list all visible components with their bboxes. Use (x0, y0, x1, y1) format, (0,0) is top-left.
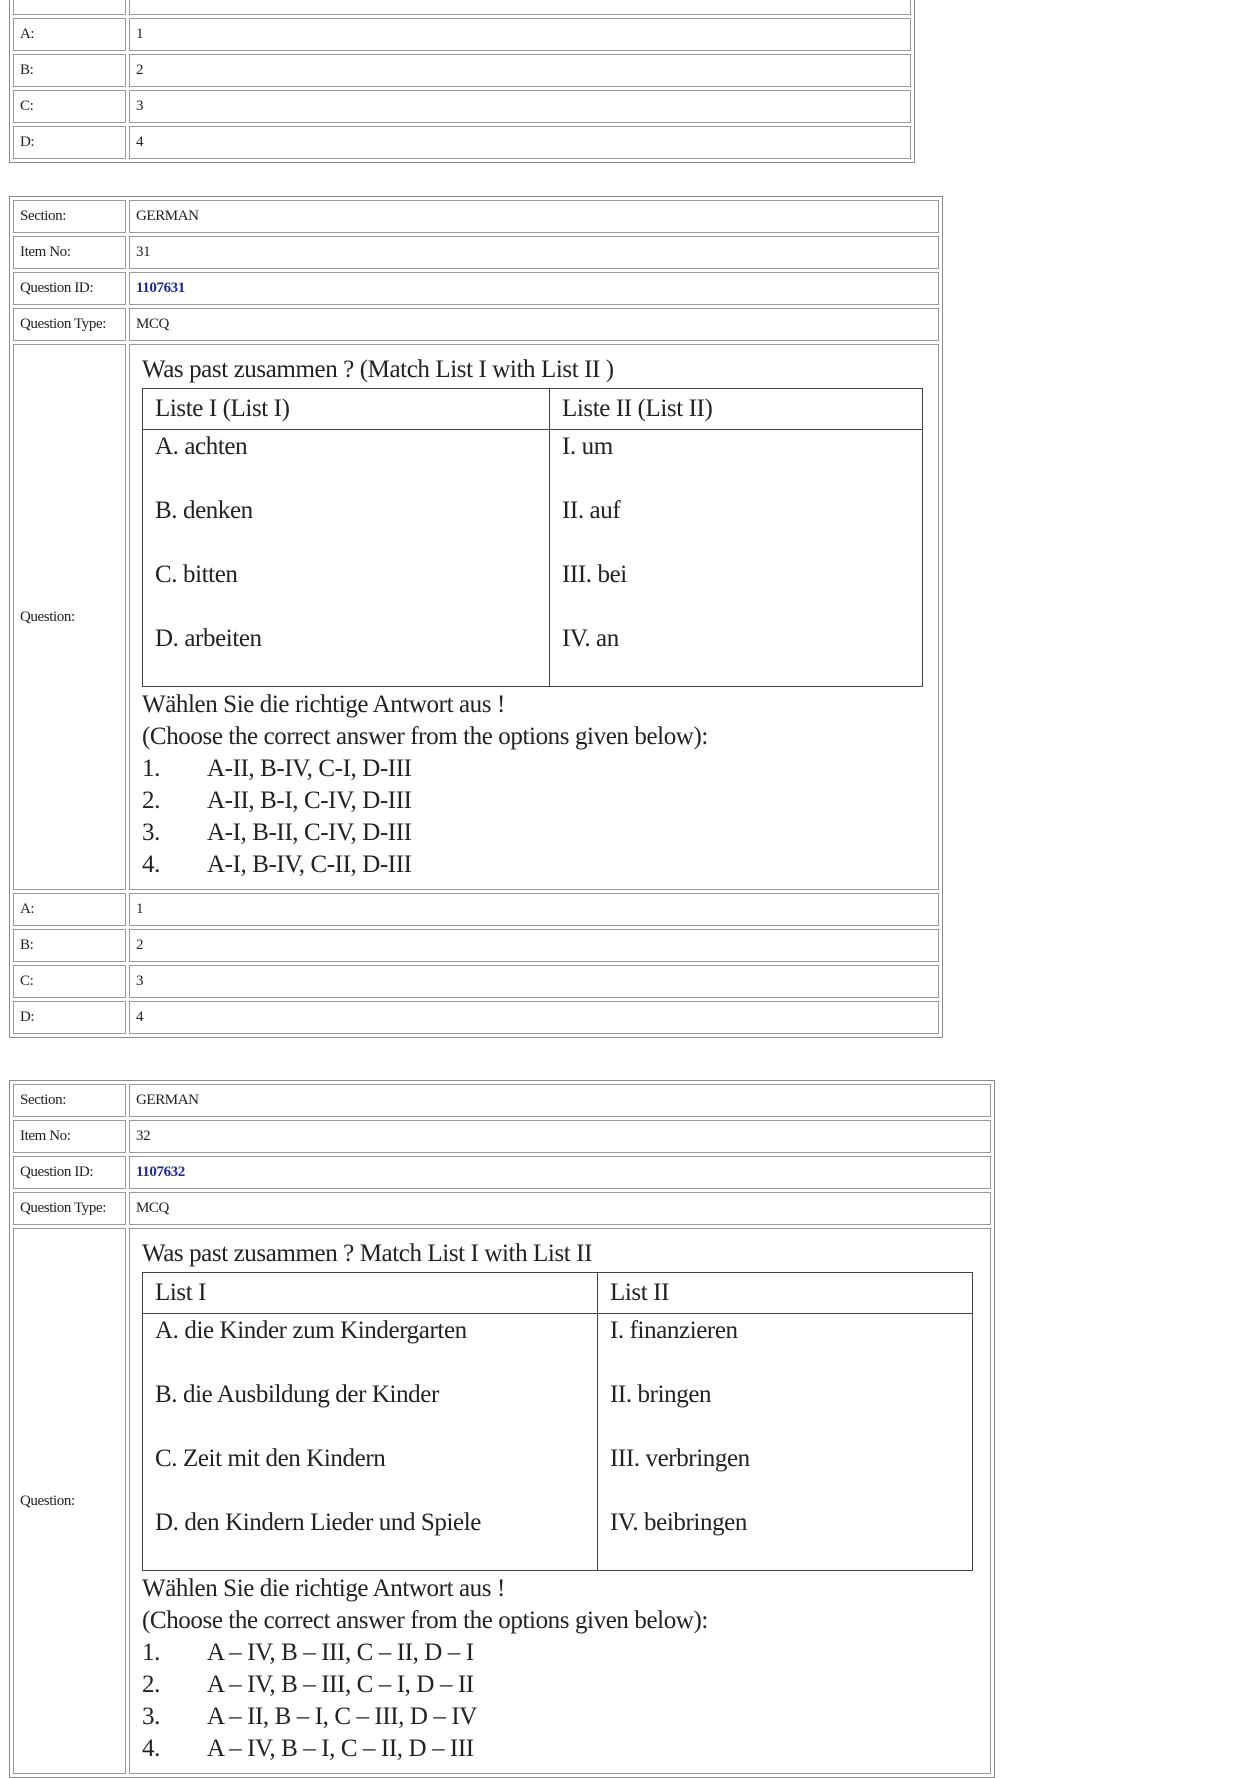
question-31-table (9, 196, 943, 1038)
list1-item: B. die Ausbildung der Kinder (155, 1380, 439, 1408)
section-value: GERMAN (129, 1084, 991, 1117)
match-table (142, 388, 923, 687)
instruction-german: Wählen Sie die richtige Antwort aus ! (142, 1574, 505, 1602)
list2-header: Liste II (List II) (550, 388, 923, 429)
instruction-german: Wählen Sie die richtige Antwort aus ! (142, 690, 505, 718)
option-a-label: A: (13, 893, 126, 926)
answer-option: 3. A-I, B-II, C-IV, D-III (142, 818, 412, 846)
list2-header: List II (598, 1272, 973, 1313)
question-label: Question: (13, 344, 126, 890)
section-value: GERMAN (129, 200, 939, 233)
question-id-value: 1107631 (129, 272, 939, 305)
list1-column (143, 1313, 598, 1570)
answer-option: 3. A – II, B – I, C – III, D – IV (142, 1702, 477, 1730)
item-no-label: Item No: (13, 1120, 126, 1153)
list1-header: List I (143, 1272, 598, 1313)
answer-option: 4. A – IV, B – I, C – II, D – III (142, 1734, 474, 1762)
list1-item: A. achten (155, 432, 248, 460)
list1-item: B. denken (155, 496, 253, 524)
question-32-table (9, 1080, 995, 1778)
list2-item: III. bei (562, 560, 627, 588)
option-d-value: 4 (129, 126, 911, 159)
instruction-english: (Choose the correct answer from the options given below): (142, 722, 708, 750)
option-d-value: 4 (129, 1001, 939, 1034)
list2-column (598, 1313, 973, 1570)
question-type-value: MCQ (129, 1192, 991, 1225)
list2-item: II. bringen (610, 1380, 712, 1408)
answer-option: 4. A-I, B-IV, C-II, D-III (142, 850, 412, 878)
section-label: Section: (13, 1084, 126, 1117)
list1-column (143, 429, 550, 686)
instruction-english: (Choose the correct answer from the options given below): (142, 1606, 708, 1634)
match-table (142, 1272, 973, 1571)
question-prompt: Was past zusammen ? (Match List I with List II ) (142, 355, 614, 383)
question-body (129, 1228, 991, 1774)
answer-option: 1. A-II, B-IV, C-I, D-III (142, 754, 412, 782)
option-c-label: C: (13, 90, 126, 123)
question-prompt: Was past zusammen ? Match List I with List II (142, 1239, 593, 1267)
option-a-label: A: (13, 18, 126, 51)
question-type-value: MCQ (129, 308, 939, 341)
list2-item: IV. beibringen (610, 1508, 747, 1536)
list1-item: C. Zeit mit den Kindern (155, 1444, 386, 1472)
list2-item: IV. an (562, 624, 619, 652)
option-b-label: B: (13, 54, 126, 87)
question-body (129, 344, 939, 890)
question-id-value: 1107632 (129, 1156, 991, 1189)
option-c-value: 3 (129, 965, 939, 998)
option-c-label: C: (13, 965, 126, 998)
list1-item: D. den Kindern Lieder und Spiele (155, 1508, 481, 1536)
list2-item: I. um (562, 432, 613, 460)
list1-item: C. bitten (155, 560, 238, 588)
question-id-label: Question ID: (13, 1156, 126, 1189)
answer-option: 2. A-II, B-I, C-IV, D-III (142, 786, 412, 814)
prev-question-table (9, 0, 915, 163)
item-no-value: 32 (129, 1120, 991, 1153)
list1-header: Liste I (List I) (143, 388, 550, 429)
list2-item: I. finanzieren (610, 1316, 738, 1344)
question-id-label: Question ID: (13, 272, 126, 305)
answer-option: 1. A – IV, B – III, C – II, D – I (142, 1638, 474, 1666)
list1-item: A. die Kinder zum Kindergarten (155, 1316, 467, 1344)
answer-option: 2. A – IV, B – III, C – I, D – II (142, 1670, 474, 1698)
option-c-value: 3 (129, 90, 911, 123)
option-b-label: B: (13, 929, 126, 962)
item-no-value: 31 (129, 236, 939, 269)
item-no-label: Item No: (13, 236, 126, 269)
question-type-label: Question Type: (13, 308, 126, 341)
question-label: Question: (13, 1228, 126, 1774)
list1-item: D. arbeiten (155, 624, 262, 652)
option-b-value: 2 (129, 54, 911, 87)
option-d-label: D: (13, 126, 126, 159)
option-d-label: D: (13, 1001, 126, 1034)
list2-item: II. auf (562, 496, 621, 524)
option-b-value: 2 (129, 929, 939, 962)
option-a-value: 1 (129, 18, 911, 51)
list2-column (550, 429, 923, 686)
question-type-label: Question Type: (13, 1192, 126, 1225)
list2-item: III. verbringen (610, 1444, 750, 1472)
option-a-value: 1 (129, 893, 939, 926)
section-label: Section: (13, 200, 126, 233)
